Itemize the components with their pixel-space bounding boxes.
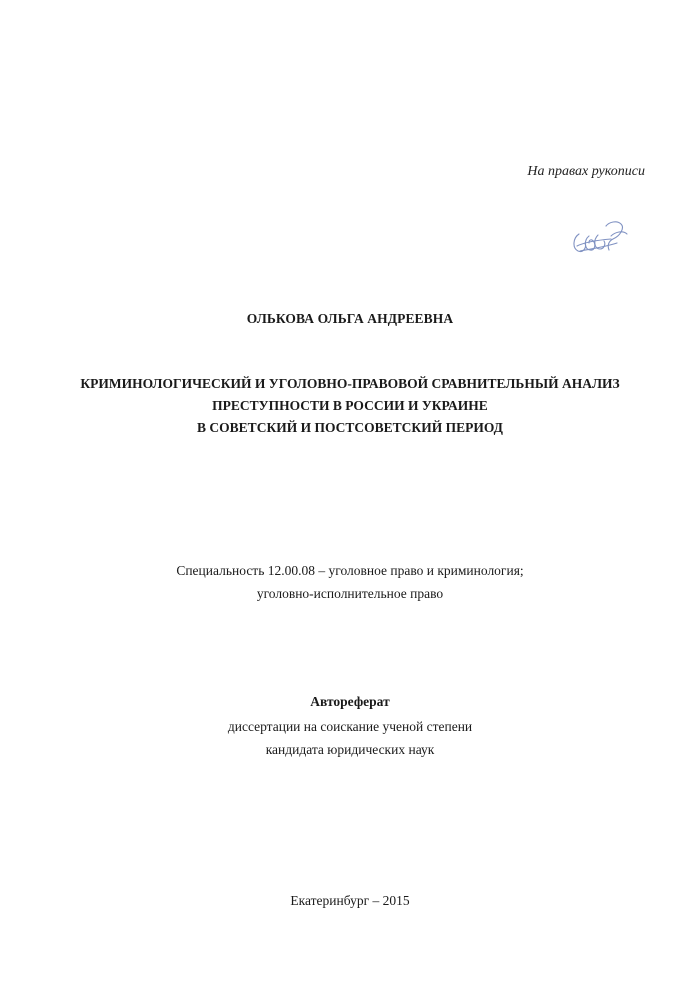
- specialty-line: уголовно-исполнительное право: [256, 586, 444, 601]
- abstract-heading: Автореферат: [310, 694, 390, 709]
- author-name: ОЛЬКОВА ОЛЬГА АНДРЕЕВНА: [246, 311, 454, 326]
- title-line: ПРЕСТУПНОСТИ В РОССИИ И УКРАИНЕ: [212, 398, 488, 413]
- title-line: КРИМИНОЛОГИЧЕСКИЙ И УГОЛОВНО-ПРАВОВОЙ СРАВНИТЕЛЬНЫЙ АНАЛИЗ: [80, 376, 620, 391]
- specialty-line: Специальность 12.00.08 – уголовное право и криминология;: [176, 563, 524, 578]
- dissertation-title: [0, 373, 700, 439]
- manuscript-note: На правах рукописи: [527, 164, 645, 179]
- abstract-block: [0, 690, 700, 761]
- title-line: В СОВЕТСКИЙ И ПОСТСОВЕТСКИЙ ПЕРИОД: [197, 420, 503, 435]
- signature-image: [565, 212, 635, 262]
- abstract-line: диссертации на соискание ученой степени: [227, 719, 473, 734]
- specialty-block: [0, 559, 700, 605]
- place-year: Екатеринбург – 2015: [290, 893, 410, 908]
- abstract-line: кандидата юридических наук: [265, 742, 435, 757]
